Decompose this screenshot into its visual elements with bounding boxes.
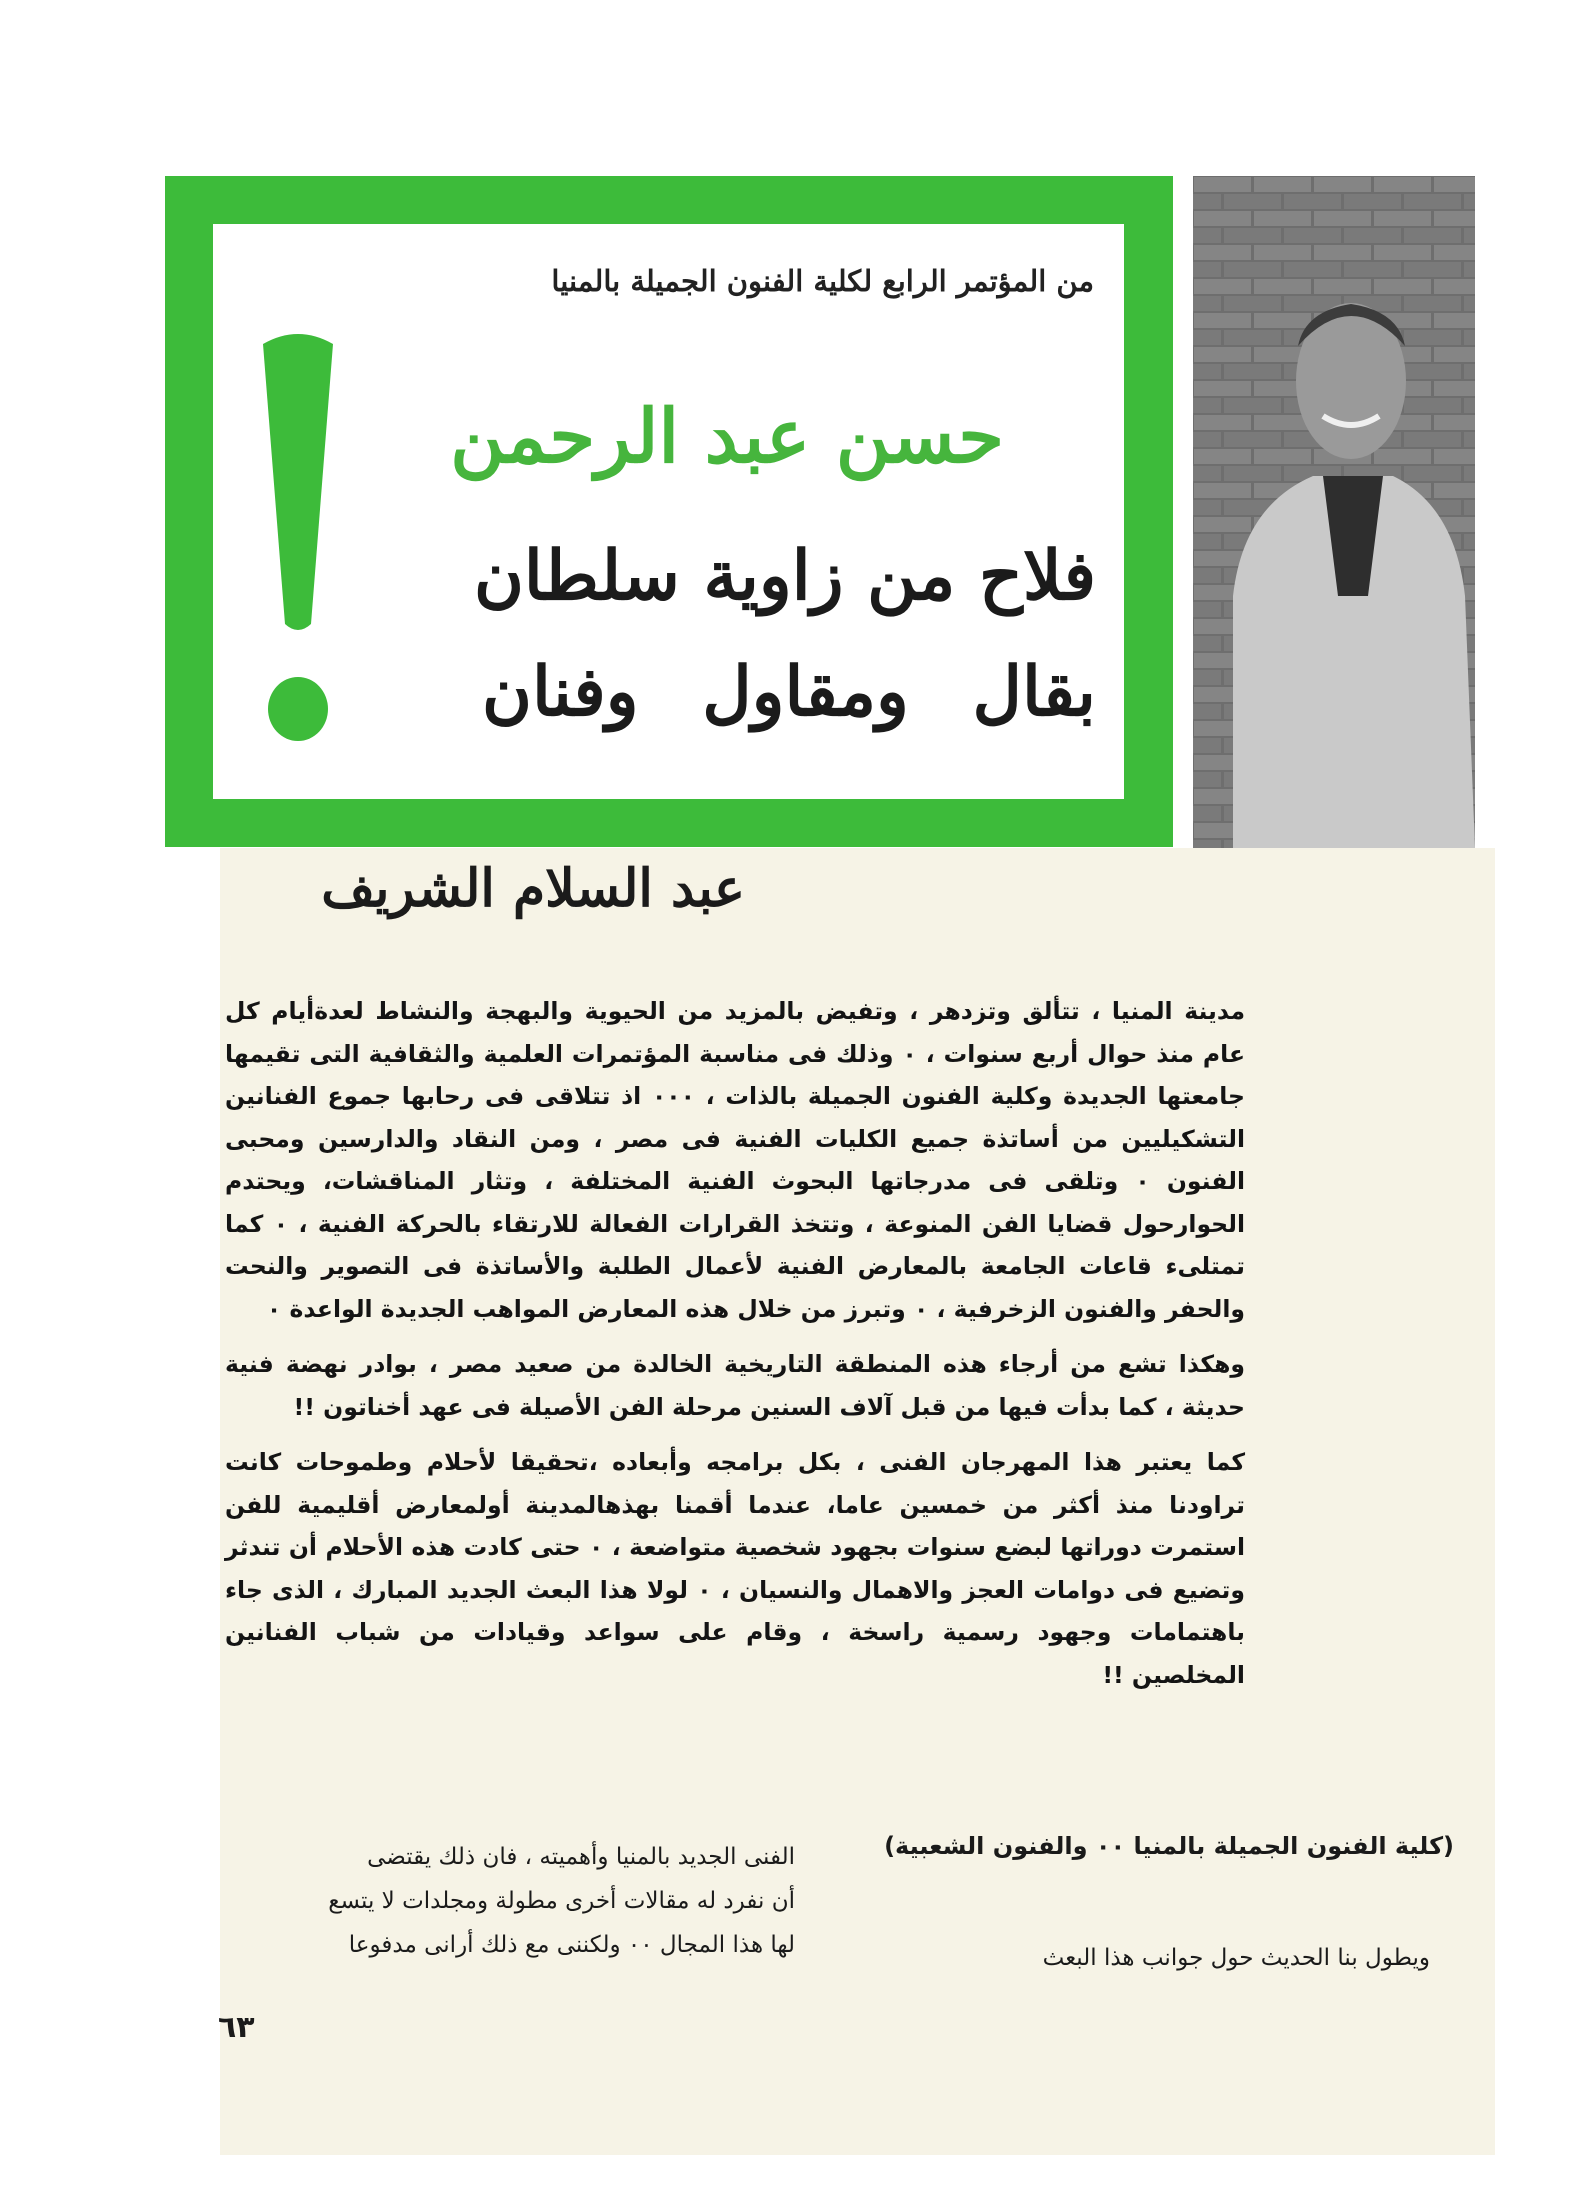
title-frame bbox=[165, 176, 1173, 847]
paragraph-3: كما يعتبر هذا المهرجان الفنى ، بكل برامجه وأبعاده ،تحقيقا لأحلام وطموحات كانت تراودنا منذ أكثر من خمسين عاما، عندما أقمنا بهذهالمدينة أولمعارض أقليمية للفن استمرت دوراتها لبضع سنوات بجهود شخصية متواضعة ، ٠ حتى كادت هذه الأحلام أن تندثر وتضيع فى دوامات العجز والاهمال والنسيان ، ٠ لولا هذا البعث الجديد المبارك ، الذى جاء باهتمامات وجهود رسمية راسخة ، وقام على سواعد وقيادات من شباب الفنانين المخلصين !! bbox=[225, 1448, 1245, 1689]
right-column-text: ويطول بنا الحديث حول جوانب هذا البعث bbox=[1042, 1945, 1430, 1971]
artist-name: حسن عبد الرحمن bbox=[450, 394, 1004, 480]
title-box bbox=[213, 224, 1124, 799]
kicker-text: من المؤتمر الرابع لكلية الفنون الجميلة بالمنيا bbox=[551, 264, 1094, 298]
headline-line-1: فلاح من زاوية سلطان bbox=[473, 536, 1096, 616]
left-column-text bbox=[220, 1835, 795, 1967]
portrait-photo bbox=[1193, 176, 1475, 848]
section-heading: (كلية الفنون الجميلة بالمنيا ٠٠ والفنون الشعبية) bbox=[884, 1832, 1454, 1860]
paragraph-1: مدينة المنيا ، تتألق وتزدهر ، وتفيض بالمزيد من الحيوية والبهجة والنشاط لعدةأيام كل عام منذ حوال أربع سنوات ، ٠ وذلك فى مناسبة المؤتمرات العلمية والثقافية التى تقيمها جامعتها الجديدة وكلية الفنون الجميلة بالذات ، ٠٠٠ اذ تتلاقى فى رحابها جموع الفنانين التشكيليين من أساتذة جميع الكليات الفنية فى مصر ، ومن النقاد والدارسين ومحبى الفنون ٠ وتلقى فى مدرجاتها البحوث الفنية المختلفة ، وتثار المناقشات، ويحتدم الحوارحول قضايا الفن المنوعة ، وتتخذ القرارات الفعالة للارتقاء بالحركة الفنية ، ٠ كما تمتلىء قاعات الجامعة بالمعارض الفنية لأعمال الطلبة والأساتذة فى التصوير والنحت والحفر والفنون الزخرفية ، ٠ وتبرز من خلال هذه المعارض المواهب الجديدة الواعدة ٠ bbox=[225, 997, 1246, 1323]
left-column-line: لها هذا المجال ٠٠ ولكننى مع ذلك أرانى مدفوعا bbox=[348, 1932, 795, 1958]
page-number: ٦٣ bbox=[218, 2010, 255, 2045]
left-column-line: الفنى الجديد بالمنيا وأهميته ، فان ذلك يقتضى bbox=[367, 1844, 795, 1870]
exclamation-mark-icon bbox=[253, 324, 343, 754]
portrait-image bbox=[1193, 176, 1475, 848]
left-column-line: أن نفرد له مقالات أخرى مطولة ومجلدات لا يتسع bbox=[328, 1888, 795, 1914]
article-body bbox=[225, 990, 1245, 1709]
paragraph-2: وهكذا تشع من أرجاء هذه المنطقة التاريخية الخالدة من صعيد مصر ، بوادر نهضة فنية حديثة ، كما بدأت فيها من قبل آلاف السنين مرحلة الفن الأصيلة فى عهد أخناتون !! bbox=[225, 1350, 1245, 1421]
headline-line-2: بقال ومقاول وفنان bbox=[482, 652, 1096, 732]
author-name: عبد السلام الشريف bbox=[321, 858, 745, 919]
